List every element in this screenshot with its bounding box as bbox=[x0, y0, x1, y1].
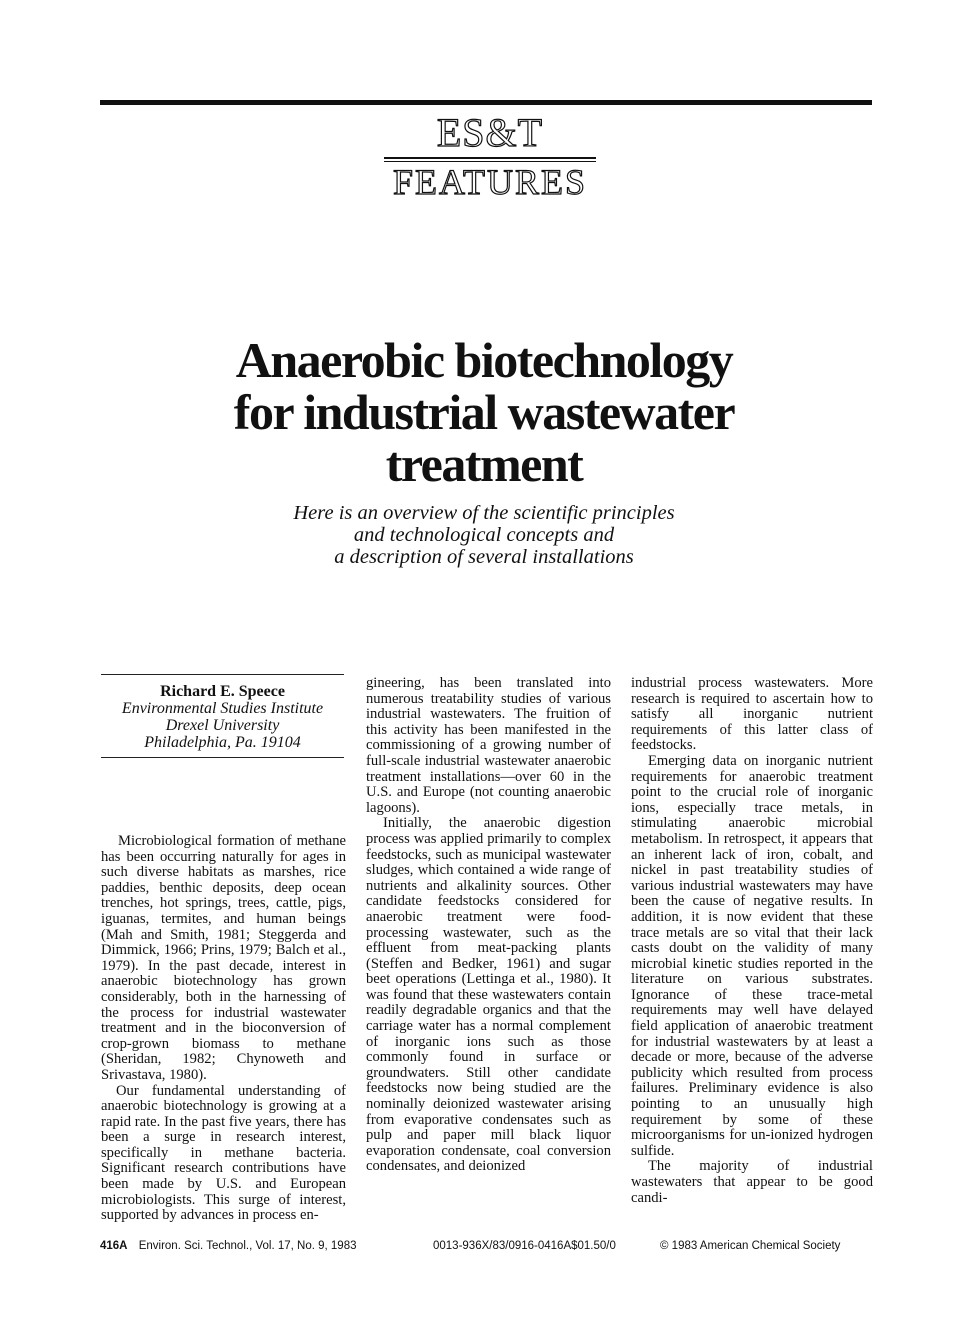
subtitle-line: a description of several installations bbox=[334, 546, 634, 568]
logo-top-text: ES&T bbox=[436, 110, 544, 155]
body-column-1 bbox=[101, 834, 346, 1224]
author-city: Philadelphia, Pa. 19104 bbox=[144, 734, 301, 751]
header-rule bbox=[100, 100, 872, 105]
paragraph: industrial process wastewaters. More research is required to ascertain how to satisfy all inorganic nutrient requirements of this latter class of feedstocks. bbox=[631, 675, 873, 754]
author-rule-bottom bbox=[101, 757, 344, 758]
author-name: Richard E. Speece bbox=[160, 683, 285, 700]
paragraph: Emerging data on inorganic nutrient requirements for anaerobic treatment point to the crucial role of inorganic ions, especially trace metals, in stimulating anaerobic microbial metabolism. In retrospect, it appears that an inherent lack of iron, cobalt, and nickel in past treatability studies of various industrial wastewaters may have been the cause of negative results. In addition, it is now evident that these trace metals are so vital that their lack casts doubt on the validity of many microbial kinetic studies reported in the literature on various substrates. Ignorance of these trace-metal requirements may well have delayed field application of anaerobic treatment for industrial wastewaters by at least a decade or more, because of the adverse publicity which resulted from process failures. Preliminary evidence is also pointing to an unusually high requirement by some of these microorganisms for un-ionized hydrogen sulfide. bbox=[631, 752, 873, 1159]
body-column-2 bbox=[366, 676, 611, 1175]
logo-rule bbox=[384, 157, 596, 159]
paragraph: Microbiological formation of methane has been occurring naturally for ages in such diverse habitats as marshes, rice paddies, benthic deposits, deep ocean trenches, hot springs, trees, cattle, pigs, iguanas, termites, and human beings (Mah and Smith, 1981; Steggerda and Dimmick, 1966; Prins, 1979; Balch et al., 1979). In the past decade, interest in anaerobic biotechnology has grown considerably, both in the harnessing of the process for industrial wastewater treatment and in the bioconversion of crop-grown biomass to methane (Sheridan, 1982; Chynoweth and Srivastava, 1980). bbox=[101, 833, 346, 1083]
paragraph: gineering, has been translated into numerous treatability studies of various industrial wastewaters. The fruition of this activity has been manifested in the commissioning of a growing number of full-scale industrial wastewater anaerobic treatment installations—over 60 in the U.S. and Europe (not counting anaerobic lagoons). bbox=[366, 675, 611, 816]
paragraph: Our fundamental understanding of anaerobic biotechnology is growing at a rapid rate. In the past five years, there has been a surge in research interest, specifically in methane bacteria. Significant research contributions have been made by U.S. and European microbiologists. This surge of interest, supported by advances in process en- bbox=[101, 1082, 346, 1224]
logo-bottom-text: FEATURES bbox=[392, 162, 588, 202]
page-number: 416A bbox=[100, 1240, 128, 1252]
article-subtitle bbox=[180, 502, 788, 568]
footer-citation bbox=[100, 1240, 356, 1252]
footer-code: 0013-936X/83/0916-0416A$01.50/0 bbox=[433, 1240, 616, 1252]
title-line: for industrial wastewater bbox=[233, 384, 735, 440]
journal-citation: Environ. Sci. Technol., Vol. 17, No. 9, 1983 bbox=[138, 1240, 357, 1252]
author-institute: Environmental Studies Institute bbox=[121, 700, 324, 717]
footer-copyright: © 1983 American Chemical Society bbox=[660, 1240, 841, 1252]
paragraph: The majority of industrial wastewaters that appear to be good candi- bbox=[631, 1158, 873, 1206]
paragraph: Initially, the anaerobic digestion process was applied primarily to complex feedstocks, such as municipal wastewater sludges, which contained a wide range of nutrients and alkalinity sources. Other candidate feedstocks considered for anaerobic treatment were food-processing wastewater, such as the effluent from meat-packing plants (Steffen and Bedker, 1961) and sugar beet operations (Lettinga et al., 1980). It was found that these wastewaters contain readily degradable organics and that the carriage water has a normal complement of inorganic ions such as those commonly found in surface or groundwaters. Still other candidate feedstocks now being studied are the nominally deionized wastewater arising from evaporative condensates such as pulp and paper mill black liquor evaporation condensate, coal conversion condensates, and deionized bbox=[366, 815, 611, 1175]
article-title bbox=[160, 334, 808, 490]
body-column-3 bbox=[631, 676, 873, 1206]
subtitle-line: and technological concepts and bbox=[353, 524, 615, 546]
author-university: Drexel University bbox=[165, 717, 280, 734]
title-line: Anaerobic biotechnology bbox=[235, 332, 733, 388]
est-features-logo bbox=[376, 110, 604, 202]
subtitle-line: Here is an overview of the scientific principles bbox=[293, 502, 675, 524]
author-block bbox=[101, 674, 344, 758]
title-line: treatment bbox=[385, 436, 583, 492]
